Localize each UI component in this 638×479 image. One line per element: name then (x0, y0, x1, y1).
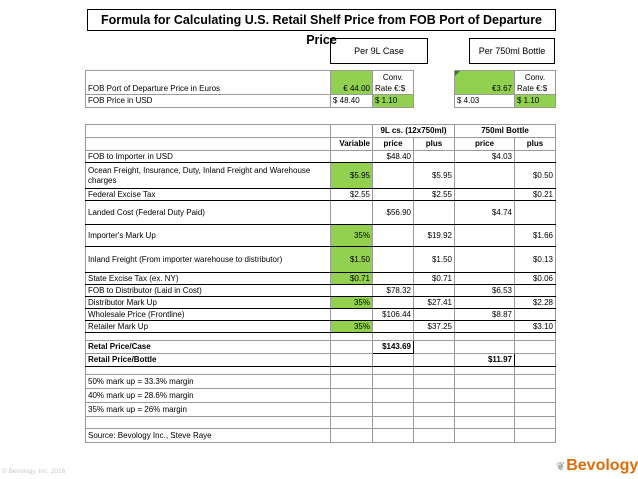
row-plus (414, 201, 455, 225)
spacer-cell (414, 71, 455, 95)
grape-leaf-icon: ❦ (556, 461, 566, 473)
empty-cell (331, 125, 373, 138)
row-label: Landed Cost (Federal Duty Paid) (86, 201, 331, 225)
fob-usd-label: FOB Price in USD (86, 95, 331, 108)
row-variable: 35% (331, 297, 373, 309)
case-euro-price: € 44.00 (331, 71, 373, 95)
note-line: 40% mark up = 28.6% margin (86, 389, 331, 403)
col-price: price (373, 138, 414, 151)
retail-case-value: $143.69 (373, 341, 414, 354)
bottle-rate-cell (515, 71, 556, 95)
row-variable: $5.95 (331, 163, 373, 189)
retail-bottle-value: $11.97 (455, 354, 515, 367)
row-plus: $27.41 (414, 297, 455, 309)
row-bottle-plus: $3.10 (515, 321, 556, 333)
row-price (373, 225, 414, 247)
empty-cell (515, 354, 556, 367)
empty-cell (414, 341, 455, 354)
row-bottle-price: $4.03 (455, 151, 515, 163)
empty-cell (455, 341, 515, 354)
empty-cell (86, 138, 331, 151)
row-price (373, 163, 414, 189)
row-label: FOB to Importer in USD (86, 151, 331, 163)
row-variable: $2.55 (331, 189, 373, 201)
row-plus: $37.25 (414, 321, 455, 333)
row-label: Distributor Mark Up (86, 297, 331, 309)
col-bottle-plus: plus (515, 138, 556, 151)
fob-conversion-table (85, 70, 556, 108)
row-label: FOB to Distributor (Laid in Cost) (86, 285, 331, 297)
row-plus (414, 285, 455, 297)
retail-case-label: Retal Price/Case (86, 341, 331, 354)
row-variable (331, 285, 373, 297)
retail-bottle-label: Retail Price/Bottle (86, 354, 331, 367)
case-usd-price: $ 48.40 (331, 95, 373, 108)
row-bottle-plus: $0.06 (515, 273, 556, 285)
row-plus (414, 151, 455, 163)
group-header-case: 9L cs. (12x750ml) (373, 125, 455, 138)
row-plus: $2.55 (414, 189, 455, 201)
note-line: 35% mark up = 26% margin (86, 403, 331, 417)
row-plus: $0.71 (414, 273, 455, 285)
row-bottle-price (455, 321, 515, 333)
group-header-bottle: 750ml Bottle (455, 125, 556, 138)
row-bottle-plus: $0.13 (515, 247, 556, 273)
row-plus: $1.50 (414, 247, 455, 273)
row-bottle-plus (515, 201, 556, 225)
row-price: $48.40 (373, 151, 414, 163)
row-variable: $0.71 (331, 273, 373, 285)
brand-name: Bevology (566, 457, 638, 474)
bottle-rate-value: $ 1.10 (515, 95, 556, 108)
conv-label: Conv. (382, 72, 404, 82)
copyright-text: © Bevology, Inc. 2016 (2, 468, 66, 475)
row-variable (331, 151, 373, 163)
row-bottle-price (455, 297, 515, 309)
row-plus: $5.95 (414, 163, 455, 189)
row-bottle-price: $8.87 (455, 309, 515, 321)
rate-label: Rate €:$ (375, 83, 406, 93)
bottle-conv-label: Conv. (524, 72, 546, 82)
row-price: $106.44 (373, 309, 414, 321)
col-bottle-price: price (455, 138, 515, 151)
row-variable: 35% (331, 225, 373, 247)
row-bottle-plus (515, 309, 556, 321)
row-variable: $1.50 (331, 247, 373, 273)
row-bottle-plus: $0.21 (515, 189, 556, 201)
empty-cell (331, 341, 373, 354)
row-bottle-plus: $0.50 (515, 163, 556, 189)
row-price: $78.32 (373, 285, 414, 297)
case-rate-cell (373, 71, 414, 95)
empty-cell (414, 354, 455, 367)
row-label: Ocean Freight, Insurance, Duty, Inland Freight and Warehouse charges (86, 163, 331, 189)
per-bottle-header: Per 750ml Bottle (469, 38, 555, 64)
row-price (373, 247, 414, 273)
row-bottle-price (455, 189, 515, 201)
row-plus: $19.92 (414, 225, 455, 247)
row-bottle-plus: $1.66 (515, 225, 556, 247)
col-plus: plus (414, 138, 455, 151)
row-bottle-price (455, 247, 515, 273)
page-title: Formula for Calculating U.S. Retail Shelf Price from FOB Port of Departure Price (87, 9, 556, 31)
bottle-euro-price: €3.67 (455, 71, 515, 95)
row-price (373, 273, 414, 285)
row-price (373, 321, 414, 333)
bottle-rate-label: Rate €:$ (517, 83, 548, 93)
case-rate-value: $ 1.10 (373, 95, 414, 108)
row-price: $56.90 (373, 201, 414, 225)
row-label: State Excise Tax (ex. NY) (86, 273, 331, 285)
fob-euro-label: FOB Port of Departure Price in Euros (86, 71, 331, 95)
empty-cell (86, 125, 331, 138)
row-bottle-price (455, 163, 515, 189)
note-line: 50% mark up = 33.3% margin (86, 375, 331, 389)
row-bottle-price (455, 273, 515, 285)
bottle-usd-price: $ 4.03 (455, 95, 515, 108)
row-price (373, 189, 414, 201)
row-bottle-price: $4.74 (455, 201, 515, 225)
bevology-logo (556, 457, 638, 475)
empty-cell (331, 354, 373, 367)
row-label: Federal Excise Tax (86, 189, 331, 201)
row-label: Wholesale Price (Frontline) (86, 309, 331, 321)
row-bottle-plus (515, 151, 556, 163)
row-variable (331, 309, 373, 321)
row-label: Importer's Mark Up (86, 225, 331, 247)
row-bottle-price (455, 225, 515, 247)
spacer-cell (414, 95, 455, 108)
col-variable: Variable (331, 138, 373, 151)
per-case-header: Per 9L Case (330, 38, 428, 64)
row-plus (414, 309, 455, 321)
row-price (373, 297, 414, 309)
source-note: Source: Bevology Inc., Steve Raye (86, 429, 331, 443)
price-calculation-table (85, 124, 556, 443)
empty-cell (515, 341, 556, 354)
row-label: Inland Freight (From importer warehouse to distributor) (86, 247, 331, 273)
row-bottle-plus (515, 285, 556, 297)
row-bottle-price: $6.53 (455, 285, 515, 297)
row-label: Retailer Mark Up (86, 321, 331, 333)
row-bottle-plus: $2.28 (515, 297, 556, 309)
row-variable (331, 201, 373, 225)
row-variable: 35% (331, 321, 373, 333)
empty-cell (373, 354, 414, 367)
